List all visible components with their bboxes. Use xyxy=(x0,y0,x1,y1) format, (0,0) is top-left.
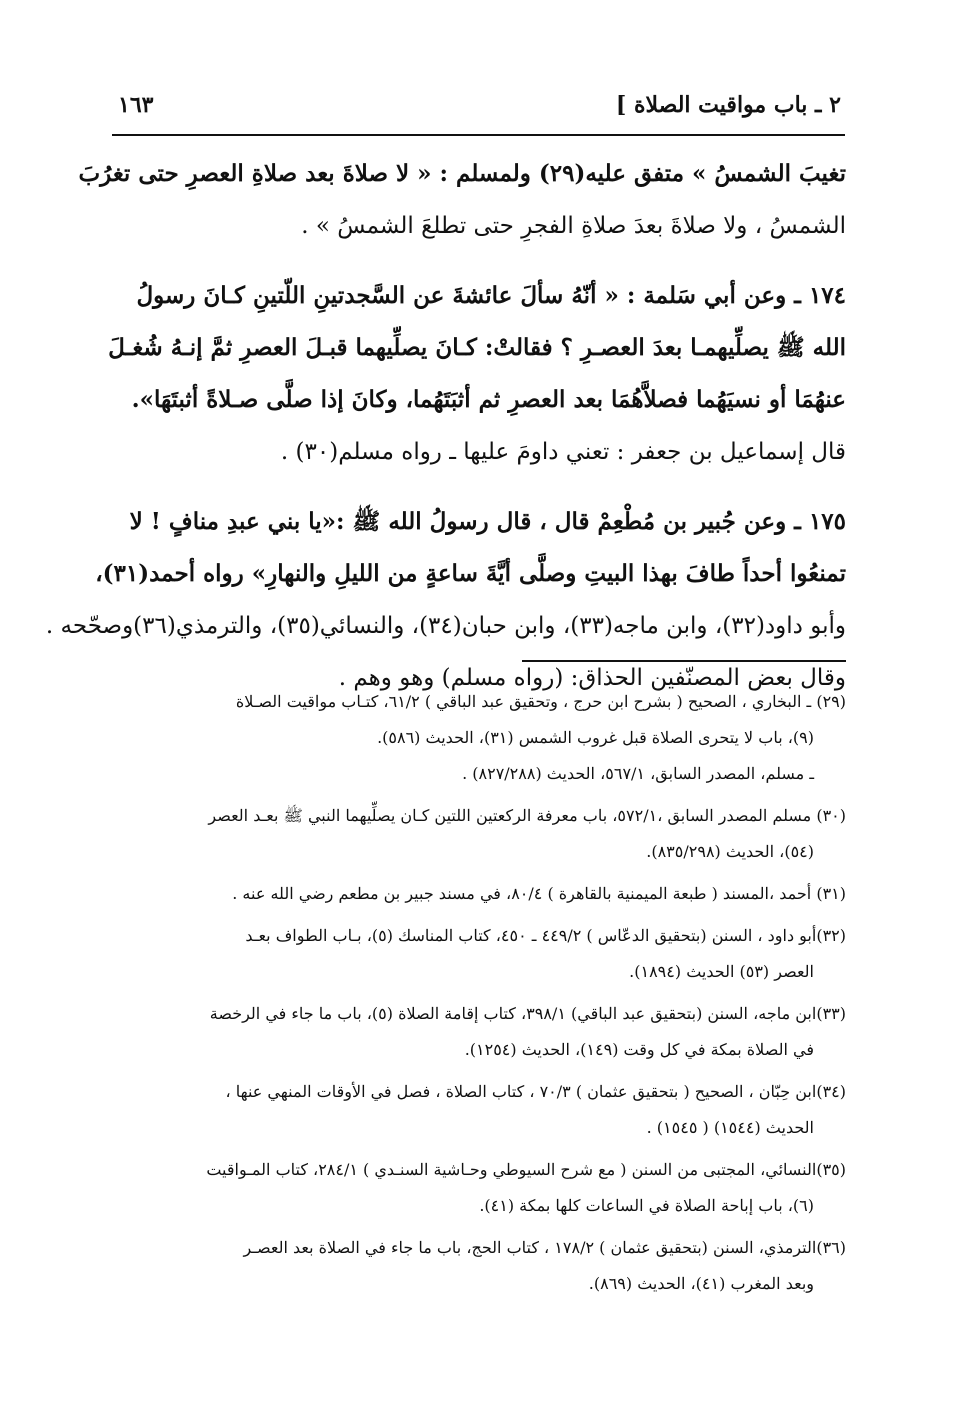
text-line: ١٧٥ ـ وعن جُبير بن مُطْعِمْ قال ، قال رسولُ الله ﷺ :«يا بني عبدِ منافٍ ! لا xyxy=(129,508,846,535)
footnote-line: (٦)، باب إباحة الصلاة في الساعات كلها بمكة (٤١). xyxy=(479,1196,814,1215)
footnote-line: (٣٤)ابن حِبّان ، الصحيح ( بتحقيق عثمان ) ٧٠/٣ ، كتاب الصلاة ، فصل في الأوقات المنهي عنها ، xyxy=(225,1082,846,1101)
footnote-line: في الصلاة بمكة في كل وقت (١٤٩)، الحديث (١٢٥٤). xyxy=(464,1040,814,1059)
footnote-line: (٣١) أحمد ،المسند ( طبعة الميمنية بالقاهرة ) ٨٠/٤، في مسند جبير بن مطعم رضي الله عنه . xyxy=(232,884,846,903)
text-line: عنهُمَا أو نسيَهُما فصلاَّهُمَا بعد العصرِ ثم أثبَتَهُما، وكانَ إذا صلَّى صـلاةً أثبتَهَا». xyxy=(131,386,846,413)
text-line: تمنعُوا أحداً طافَ بهذا البيتِ وصلَّى أيَّةَ ساعةٍ من الليلِ والنهارِ» رواه أحمد(٣١)، xyxy=(95,560,846,587)
footnote-line: (٣٠) مسلم المصدر السابق ،٥٧٢/١، باب معرفة الركعتين اللتين كـان يصلِّيهما النبي ﷺ بعـد العصر xyxy=(208,806,846,825)
text-line: وأبو داود(٣٢)، وابن ماجه(٣٣)، وابن حبان(٣٤)، والنسائي(٣٥)، والترمذي(٣٦)وصحّحه . xyxy=(45,613,846,639)
footnote-line: (٥٤)، الحديث (٨٣٥/٢٩٨). xyxy=(646,842,814,861)
footnote-35 xyxy=(118,1152,846,1224)
footnote-line: (٢٩) ـ البخاري ، الصحيح ( بشرح ابن حرج ، وتحقيق عبد الباقي ) ٦١/٢، كتـاب مواقيت الصـلاة xyxy=(235,692,846,711)
paragraph-hadith-174 xyxy=(108,270,846,478)
paragraph-continuation xyxy=(78,148,846,252)
footnote-line: وبعد المغرب (٤١)، الحديث (٨٦٩). xyxy=(588,1274,814,1293)
footnote-31 xyxy=(118,876,846,912)
footnote-30 xyxy=(118,798,846,870)
footnote-29 xyxy=(118,684,846,792)
section-title: ٢ ـ باب مواقيت الصلاة ] xyxy=(615,92,841,118)
footnote-33 xyxy=(118,996,846,1068)
footnote-line: (٣٦)الترمذي، السنن (بتحقيق عثمان ) ١٧٨/٢ ، كتاب الحج، باب ما جاء في الصلاة بعد العصـر xyxy=(243,1238,846,1257)
footnotes xyxy=(118,684,846,1308)
text-line: قال إسماعيل بن جعفر : تعني داومَ عليها ـ رواه مسلم(٣٠) . xyxy=(280,439,846,465)
footnote-line: العصر (٥٣) الحديث (١٨٩٤). xyxy=(629,962,814,981)
header-rule xyxy=(112,134,845,136)
text-line: وقال بعض المصنّفين الحذاق: (رواه مسلم) وهو وهم . xyxy=(338,665,846,691)
paragraph-hadith-175 xyxy=(45,496,846,704)
footnote-line: (٣٥)النسائي، المجتبى من السنن ( مع شرح السيوطي وحـاشية السنـدي ) ٢٨٤/١، كتاب المـواقيت xyxy=(206,1160,846,1179)
page-number: ١٦٣ xyxy=(118,92,154,118)
text-line: الله ﷺ يصلِّيهمـا بعدَ العصـرِ ؟ فقالتْ: كـانَ يصلِّيهما قبـلَ العصرِ ثمَّ إنـهُ شُغـلَ xyxy=(108,334,846,361)
footnote-divider xyxy=(522,660,846,662)
page-header xyxy=(118,92,841,136)
footnote-line: (٣٢)أبو داود ، السنن (بتحقيق الدعّاس ) ٤٤٩/٢ ـ ٤٥٠، كتاب المناسك (٥)، بـاب الطواف بعـد xyxy=(245,926,846,945)
footnote-line: ـ مسلم، المصدر السابق، ٥٦٧/١، الحديث (٨٢٧/٢٨٨) . xyxy=(462,764,814,783)
footnote-line: الحديث (١٥٤٤) ( ١٥٤٥) . xyxy=(646,1118,814,1137)
text-line: ١٧٤ ـ وعن أبي سَلمة : « أنّهُ سألَ عائشةَ عن السَّجدتينِ اللّتينِ كـانَ رسولُ xyxy=(136,282,846,309)
text-line: تغيبَ الشمسُ » متفق عليه(٢٩) ولمسلم : « لا صلاةَ بعد صلاةِ العصرِ حتى تغرُبَ xyxy=(78,160,846,187)
footnote-34 xyxy=(118,1074,846,1146)
main-text xyxy=(45,148,846,722)
footnote-36 xyxy=(118,1230,846,1302)
footnote-32 xyxy=(118,918,846,990)
footnote-line: (٣٣)ابن ماجه، السنن (بتحقيق عبد الباقي) ٣٩٨/١، كتاب إقامة الصلاة (٥)، باب ما جاء في الرخصة xyxy=(209,1004,846,1023)
text-line: الشمسُ ، ولا صلاةَ بعدَ صلاةِ الفجرِ حتى تطلعَ الشمسُ » . xyxy=(301,213,846,239)
footnote-line: (٩)، باب لا يتحرى الصلاة قبل غروب الشمس (٣١)، الحديث (٥٨٦). xyxy=(377,728,814,747)
